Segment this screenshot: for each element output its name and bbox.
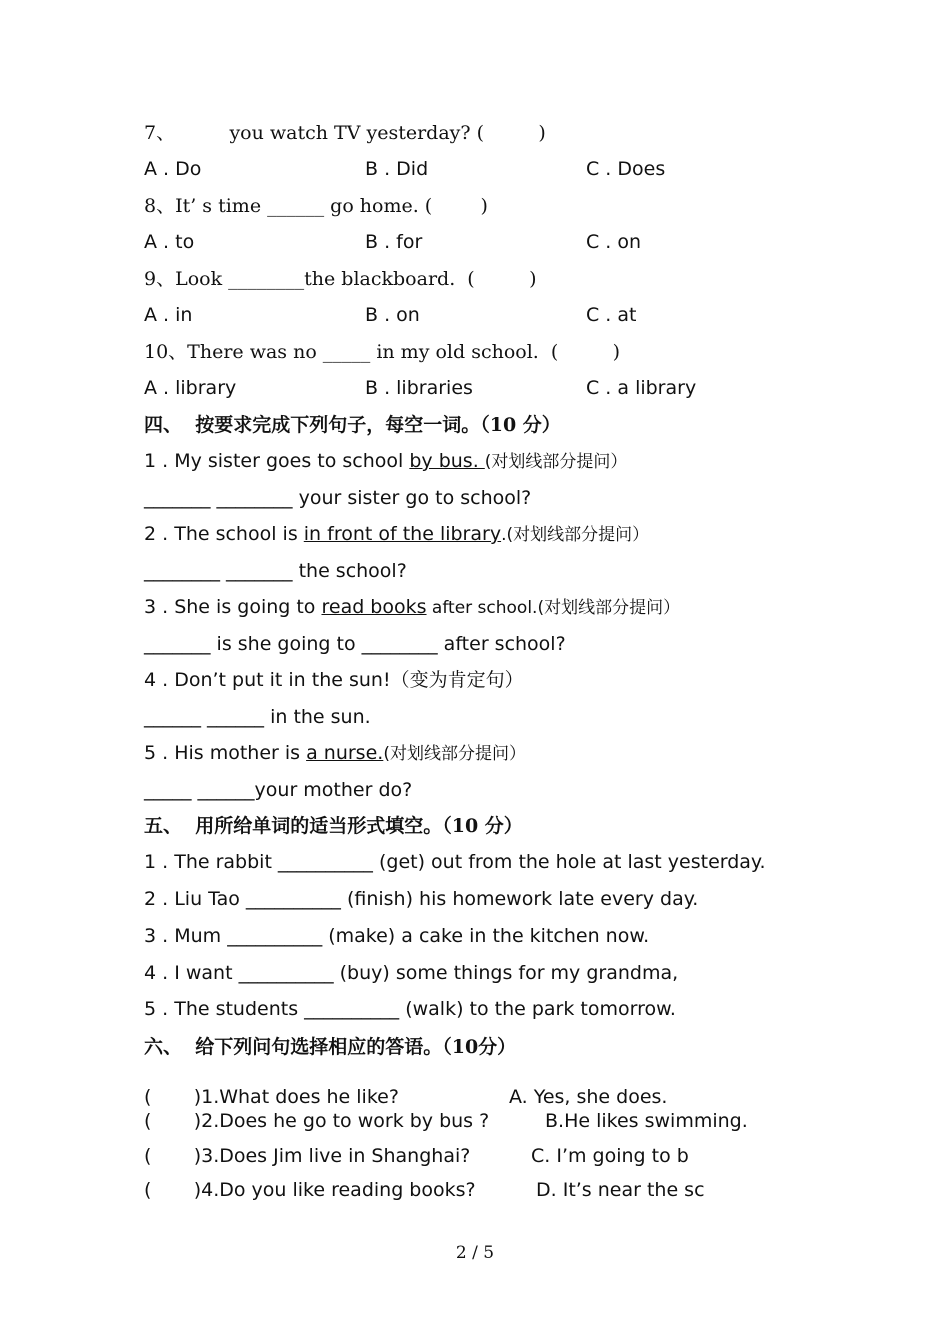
sec4-s2-text: 2 . The school is xyxy=(144,523,304,545)
sec6-answer-b: B.He likes swimming. xyxy=(545,1110,748,1132)
page-number: 2 / 5 xyxy=(455,1243,495,1263)
q9-option-b: B . on xyxy=(365,304,420,326)
q8-option-c: C . on xyxy=(586,231,642,253)
sec4-answer-4: ______ ______ in the sun. xyxy=(144,706,371,728)
sec4-answer-2: ________ _______ the school? xyxy=(144,560,407,582)
question-8-stem: 8、It’ s time ______ go home. ( ) xyxy=(144,195,488,217)
q10-option-b: B . libraries xyxy=(365,377,473,399)
q7-option-a: A . Do xyxy=(144,158,202,180)
question-7-stem: 7、 you watch TV yesterday? ( ) xyxy=(144,122,546,144)
sec5-line-5: 5 . The students __________ (walk) to the park tomorrow. xyxy=(144,998,676,1020)
sec4-sentence-1 xyxy=(144,449,627,474)
q10-option-a: A . library xyxy=(144,377,237,399)
sec5-line-3: 3 . Mum __________ (make) a cake in the kitchen now. xyxy=(144,925,650,947)
sec6-answer-d: D. It’s near the sc xyxy=(536,1179,705,1201)
sec4-s2-underlined: in front of the library xyxy=(303,523,502,545)
sec4-answer-3: _______ is she going to ________ after school? xyxy=(144,633,566,655)
q7-option-c: C . Does xyxy=(586,158,666,180)
sec4-s1-underlined: by bus. xyxy=(409,450,485,472)
sec6-answer-a: A. Yes, she does. xyxy=(509,1086,668,1108)
sec4-answer-5: _____ ______your mother do? xyxy=(144,779,413,801)
sec4-sentence-3 xyxy=(144,595,680,620)
sec6-question-4: ( )4.Do you like reading books? xyxy=(144,1179,476,1201)
sec4-s3-text: 3 . She is going to xyxy=(144,596,322,618)
sec6-question-3: ( )3.Does Jim live in Shanghai? xyxy=(144,1145,471,1167)
sec5-line-2: 2 . Liu Tao __________ (finish) his homework late every day. xyxy=(144,888,699,910)
sec4-s3-instruction: after school.(对划线部分提问） xyxy=(426,598,681,618)
q8-option-a: A . to xyxy=(144,231,195,253)
sec6-answer-c: C. I’m going to b xyxy=(531,1145,689,1167)
q7-option-b: B . Did xyxy=(365,158,429,180)
sec4-s1-instruction: (对划线部分提问） xyxy=(484,452,628,472)
q9-option-c: C . at xyxy=(586,304,637,326)
sec4-sentence-4: 4 . Don’t put it in the sun!（变为肯定句） xyxy=(144,669,524,691)
sec4-s5-instruction: (对划线部分提问） xyxy=(383,744,526,764)
q8-option-b: B . for xyxy=(365,231,423,253)
q9-option-a: A . in xyxy=(144,304,193,326)
sec4-s5-text: 5 . His mother is xyxy=(144,742,307,764)
section-6-title: 六、 给下列问句选择相应的答语。（10分） xyxy=(144,1036,517,1058)
sec4-answer-1: _______ ________ your sister go to school? xyxy=(144,487,532,509)
sec4-sentence-2 xyxy=(144,522,649,547)
section-4-title: 四、 按要求完成下列句子，每空一词。（10 分） xyxy=(144,414,561,436)
question-10-stem: 10、There was no _____ in my old school. ( ) xyxy=(144,341,621,363)
sec4-sentence-5 xyxy=(144,741,526,766)
sec4-s2-instruction: .(对划线部分提问） xyxy=(501,525,650,545)
question-9-stem: 9、Look ________the blackboard. ( ) xyxy=(144,268,537,290)
q10-option-c: C . a library xyxy=(586,377,697,399)
sec4-s3-underlined: read books xyxy=(321,596,427,618)
sec5-line-1: 1 . The rabbit __________ (get) out from the hole at last yesterday. xyxy=(144,851,766,873)
sec6-question-2: ( )2.Does he go to work by bus ? xyxy=(144,1110,490,1132)
sec5-line-4: 4 . I want __________ (buy) some things for my grandma, xyxy=(144,962,679,984)
sec4-s1-text: 1 . My sister goes to school xyxy=(144,450,410,472)
sec4-s5-underlined: a nurse. xyxy=(306,742,384,764)
sec6-question-1: ( )1.What does he like? xyxy=(144,1086,399,1108)
section-5-title: 五、 用所给单词的适当形式填空。（10 分） xyxy=(144,815,523,837)
